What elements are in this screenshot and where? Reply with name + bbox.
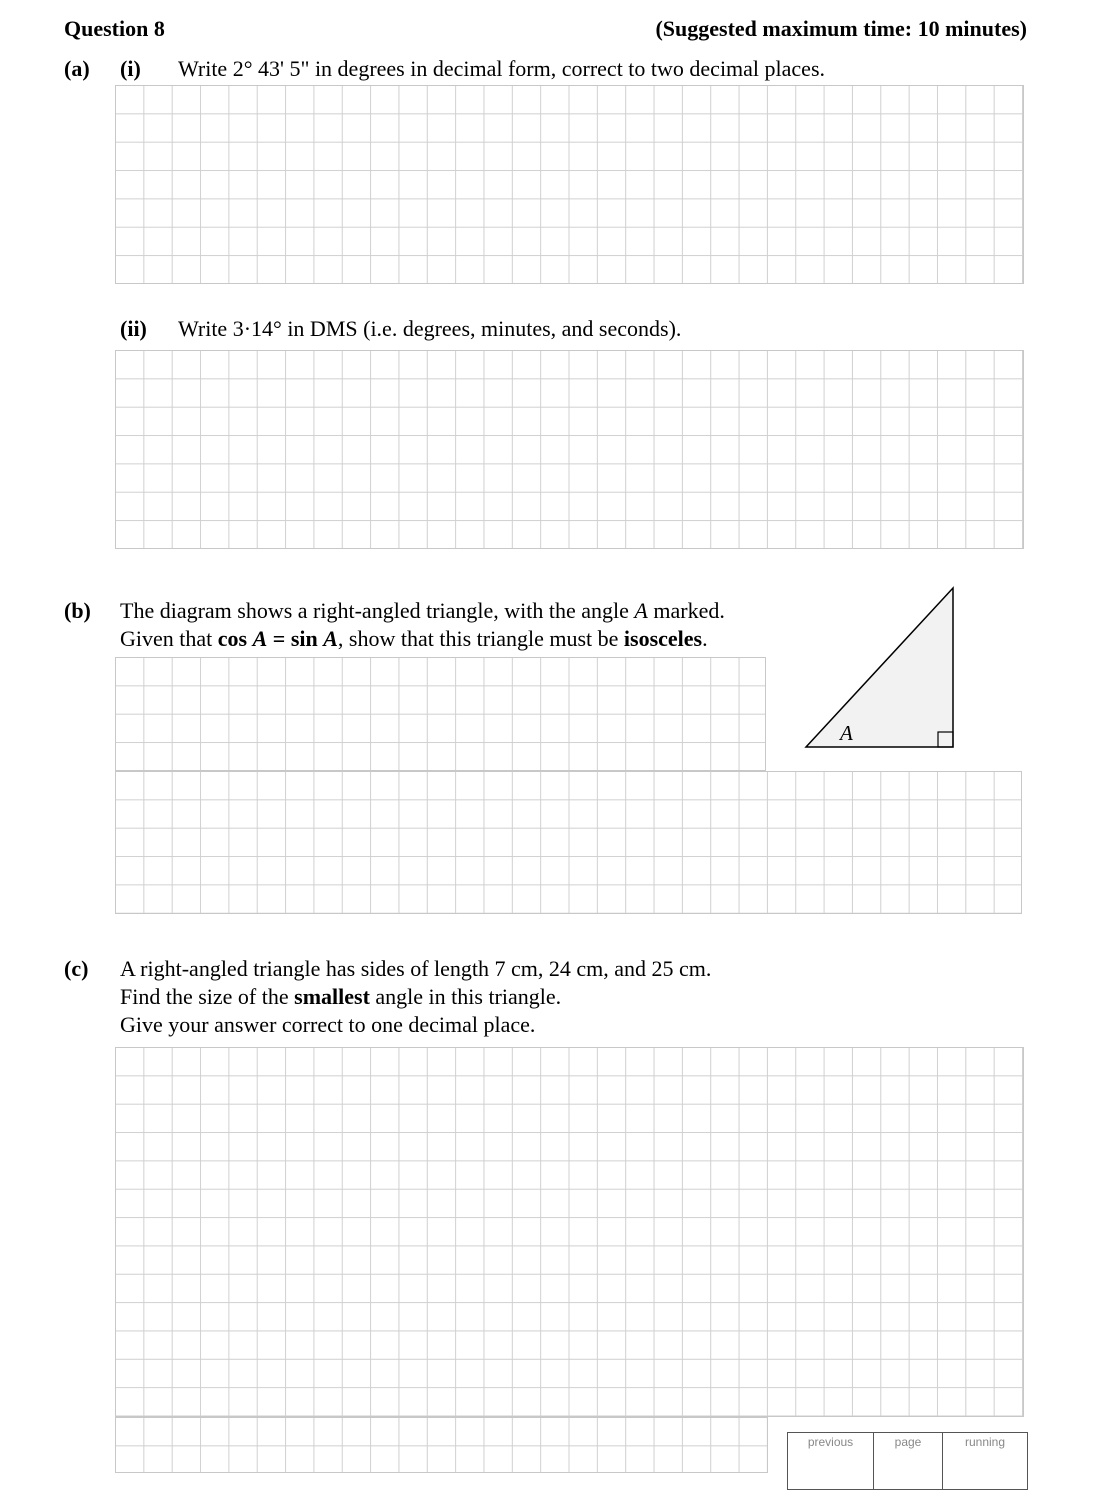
part-c-label: (c) (64, 956, 89, 981)
part-b-cos-var: A (252, 626, 268, 651)
question-title: Question 8 (64, 16, 165, 41)
answer-grid-a-ii[interactable] (115, 350, 1024, 549)
right-triangle-diagram (800, 580, 965, 755)
part-a-label: (a) (64, 56, 90, 81)
answer-grid-a-i[interactable] (115, 85, 1024, 284)
page-box: page (873, 1432, 943, 1490)
answer-grid-b-bottom[interactable] (115, 771, 1022, 914)
part-b-line-2-pre: Given that (120, 626, 218, 651)
part-b-cos-text: cos (217, 626, 253, 651)
part-b-line-2 (120, 625, 708, 653)
part-a-ii-label: (ii) (120, 316, 147, 341)
answer-grid-c-top[interactable] (115, 1047, 1024, 1417)
running-box: running (942, 1432, 1028, 1490)
answer-grid-c-bottom[interactable] (115, 1417, 768, 1473)
part-b-line-1 (120, 597, 725, 625)
part-b-line-1-post: marked. (647, 598, 725, 623)
part-b-eq-sin: = sin (267, 626, 324, 651)
answer-grid-b-top[interactable] (115, 657, 766, 771)
part-c-line-2 (120, 983, 561, 1011)
triangle-angle-label: A (840, 721, 853, 745)
part-b-sin-var: A (323, 626, 338, 651)
part-b-isosceles: isosceles (623, 626, 703, 651)
previous-box: previous (787, 1432, 874, 1490)
triangle-shape (806, 588, 953, 747)
part-b-line-2-end: . (702, 626, 708, 651)
part-c-line-3: Give your answer correct to one decimal place. (120, 1012, 536, 1037)
part-b-line-1-var: A (634, 598, 648, 623)
part-b-line-1-pre: The diagram shows a right-angled triangle, with the angle (120, 598, 635, 623)
part-c-smallest: smallest (294, 984, 370, 1009)
part-b-line-2-mid: , show that this triangle must be (337, 626, 624, 651)
part-a-i-label: (i) (120, 56, 141, 81)
part-c-line-2-pre: Find the size of the (120, 984, 295, 1009)
part-a-ii-question: Write 3·14° in DMS (i.e. degrees, minutes, and seconds). (178, 316, 682, 341)
part-a-i-question: Write 2° 43' 5" in degrees in decimal form, correct to two decimal places. (178, 56, 826, 81)
part-b-label: (b) (64, 598, 91, 623)
suggested-time: (Suggested maximum time: 10 minutes) (655, 16, 1027, 41)
part-c-line-2-post: angle in this triangle. (369, 984, 562, 1009)
part-c-line-1: A right-angled triangle has sides of length 7 cm, 24 cm, and 25 cm. (120, 956, 712, 981)
